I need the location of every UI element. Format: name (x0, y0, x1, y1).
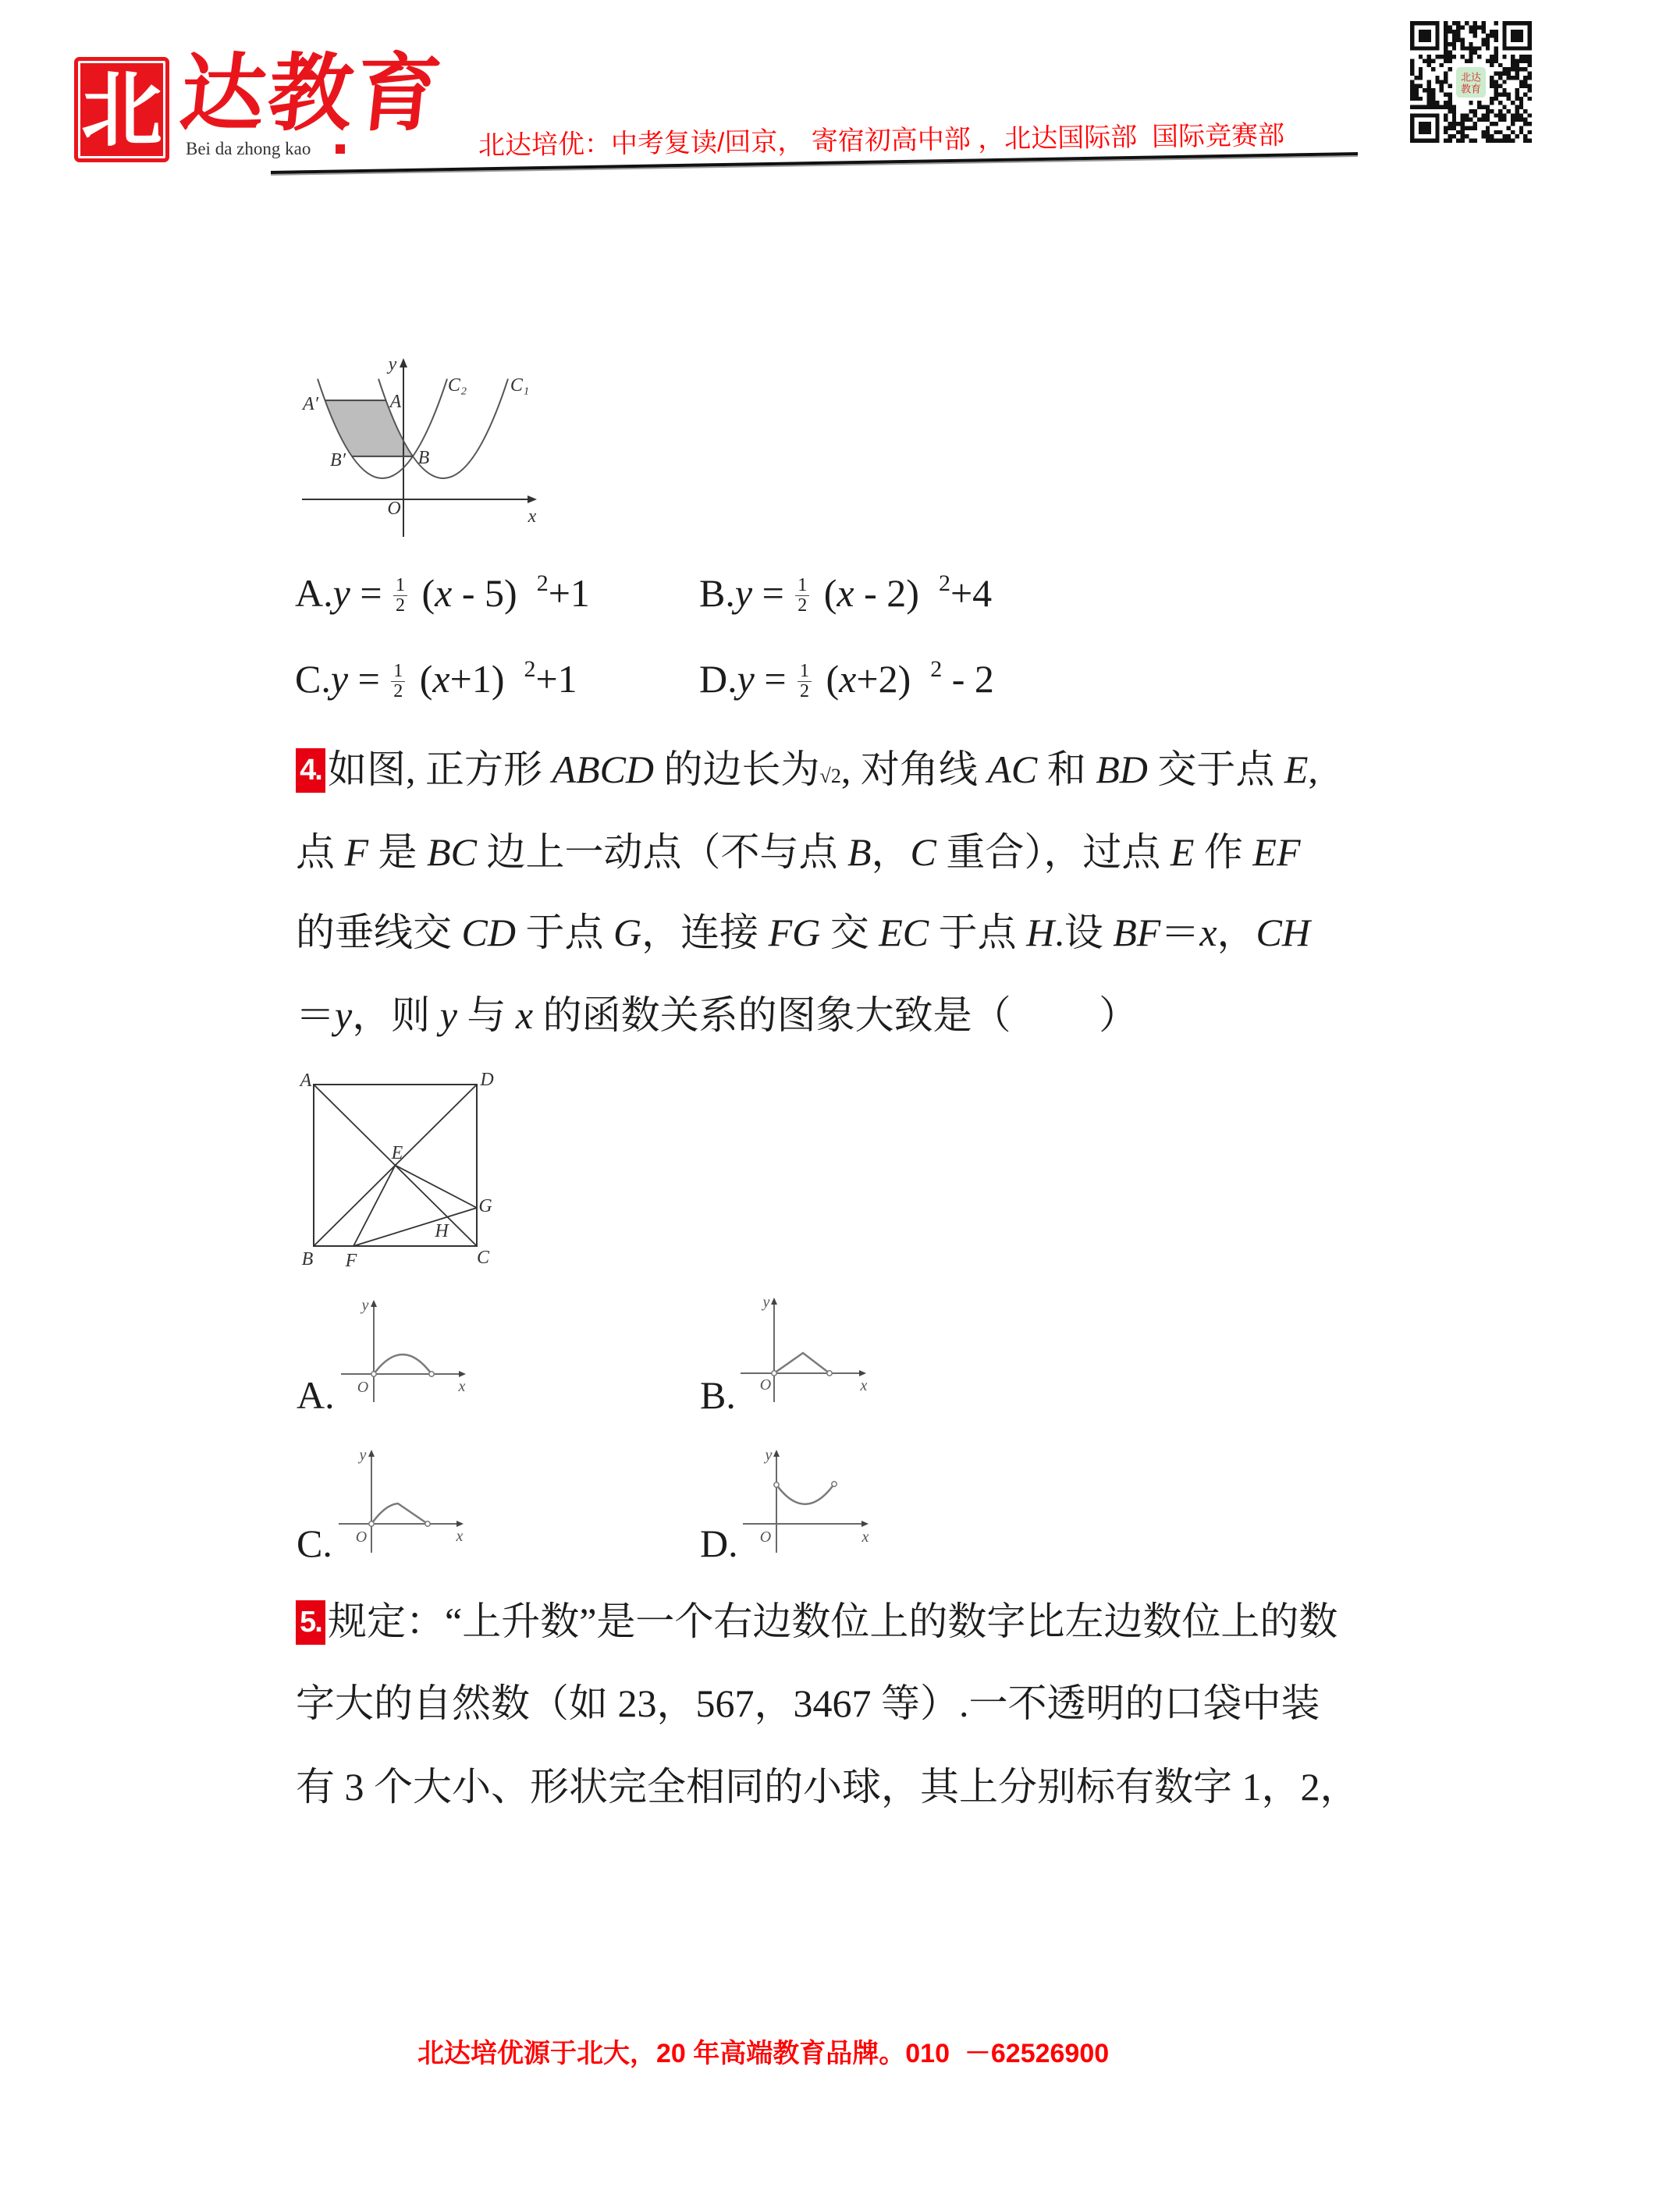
fraction-denominator: 2 (800, 681, 810, 702)
graph-curve (374, 1355, 432, 1374)
choice-d-graph (730, 1442, 886, 1559)
open-endpoint (772, 1371, 776, 1376)
axis-label-origin: O (355, 1529, 368, 1546)
text-segment: +1 (548, 571, 590, 615)
text-segment: ( (814, 571, 837, 615)
question5-line-2 (296, 1680, 1320, 1727)
math-variable: CH (1256, 911, 1311, 954)
math-variable: E (1170, 830, 1195, 874)
math-variable: FG (768, 911, 821, 954)
axis-label-x: x (861, 1529, 869, 1546)
math-variable: y (737, 657, 755, 701)
label-origin: O (387, 499, 401, 519)
text-segment: ( (410, 657, 433, 701)
text-segment: 作 (1194, 830, 1253, 874)
text-segment: .设 (1054, 911, 1114, 954)
x-axis-arrow (861, 1521, 869, 1527)
axis-label-y: y (765, 1447, 773, 1464)
text-segment: ＝ (1160, 911, 1200, 954)
question5-line-3 (296, 1763, 1359, 1810)
segment-ef (353, 1166, 396, 1247)
text-segment: ，连接 (641, 911, 769, 954)
axis-label-origin: O (759, 1376, 772, 1394)
text-segment: 于点 (515, 911, 613, 954)
axis-label-x: x (456, 1528, 464, 1545)
fraction-numerator: 1 (393, 576, 407, 596)
open-endpoint (827, 1371, 832, 1376)
question-number-badge: 5. (296, 1600, 325, 1645)
math-variable: AC (987, 747, 1038, 791)
axis-label-y: y (361, 1297, 369, 1314)
open-endpoint (832, 1482, 837, 1486)
math-variable: H (1026, 911, 1055, 954)
math-variable: x (837, 571, 854, 615)
text-segment: ( (412, 571, 435, 615)
choice-a-graph (327, 1292, 483, 1409)
label-g: G (478, 1196, 492, 1216)
label-a-prime: A′ (303, 394, 318, 414)
label-b: B (417, 448, 430, 468)
fraction (391, 662, 405, 701)
text-segment: 的函数关系的图象大致是（ ） (533, 993, 1139, 1037)
fraction-numerator: 1 (798, 662, 812, 682)
parabola-translation-figure (289, 343, 562, 546)
y-axis-arrow (368, 1450, 375, 1457)
axis-label-x: x (860, 1377, 868, 1394)
text-segment: 和 (1037, 747, 1096, 791)
text-segment: C. (295, 657, 331, 701)
graph-curve (776, 1484, 834, 1504)
open-endpoint (369, 1521, 374, 1526)
text-segment: +4 (950, 571, 993, 615)
x-axis-arrow (459, 1371, 466, 1377)
option-c (295, 655, 577, 702)
qr-finder-top-right (1502, 21, 1532, 51)
label-h: H (435, 1221, 449, 1241)
label-x: x (528, 506, 537, 527)
graph-curve (774, 1353, 830, 1373)
logo-seal (74, 57, 169, 162)
header-tagline: 北达培优：中考复读/回京， 寄宿初高中部 ，北达国际部 国际竞赛部 (478, 120, 1285, 161)
text-segment: +1) (449, 657, 524, 701)
question4-line-3 (296, 909, 1310, 956)
text-segment: = (350, 571, 393, 615)
text-segment: 交于点 (1147, 747, 1284, 791)
label-a: A (300, 1070, 312, 1091)
label-b-prime: B′ (330, 450, 346, 470)
math-variable: BC (427, 830, 477, 874)
text-segment: D. (699, 657, 737, 701)
text-segment: ， (871, 830, 911, 874)
question4-line-4 (296, 992, 1138, 1039)
exponent: 2 (938, 570, 950, 596)
qr-code (1410, 21, 1532, 143)
math-variable: CD (461, 911, 516, 954)
y-axis-arrow (371, 1300, 377, 1307)
axis-label-y: y (359, 1447, 367, 1464)
text-segment: = (754, 657, 797, 701)
fraction-denominator: 2 (798, 595, 808, 616)
question4-line-1 (296, 746, 1318, 793)
axis-label-y: y (762, 1294, 770, 1311)
logo-subtitle: Bei da zhong kao (186, 139, 311, 158)
option-b (699, 570, 992, 616)
math-variable: y (335, 993, 353, 1037)
x-axis-arrow (456, 1521, 464, 1527)
exponent: 2 (930, 656, 943, 682)
x-axis-arrow (859, 1370, 866, 1376)
open-endpoint (425, 1521, 430, 1526)
fraction (795, 576, 809, 616)
math-variable: x (839, 657, 857, 701)
open-endpoint (371, 1372, 376, 1376)
choice-b-label: B. (700, 1373, 736, 1417)
y-axis-arrow (771, 1298, 777, 1305)
text-segment: ， (1217, 911, 1256, 954)
label-e: E (391, 1143, 403, 1163)
math-variable: y (330, 657, 349, 701)
text-segment: 的垂线交 (296, 911, 462, 954)
text-segment: 于点 (929, 911, 1027, 954)
math-variable: B (847, 830, 872, 874)
text-segment: B. (699, 571, 735, 615)
fraction-numerator: 1 (795, 576, 809, 596)
header-rule (265, 148, 1366, 179)
fraction (393, 576, 407, 616)
header-rule-shadow (271, 156, 1358, 175)
text-segment: √2 (819, 765, 841, 787)
text-segment: 边上一动点（不与点 (476, 830, 847, 874)
fraction-numerator: 1 (391, 662, 405, 682)
math-variable: x (432, 657, 450, 701)
question4-line-1-text (328, 747, 1318, 791)
math-variable: y (439, 993, 457, 1037)
text-segment: 重合），过点 (936, 830, 1171, 874)
choice-d-label: D. (700, 1521, 738, 1565)
text-segment: ＝ (296, 993, 335, 1037)
text-segment: 与 (456, 993, 516, 1037)
math-variable: F (344, 830, 369, 874)
segment-eg (396, 1166, 478, 1209)
qr-center-label-2: 教育 (1461, 83, 1481, 96)
math-variable: BF (1113, 911, 1161, 954)
math-variable: y (332, 571, 350, 615)
axis-label-origin: O (759, 1529, 772, 1546)
y-axis-arrow (400, 358, 407, 367)
math-variable: E (1284, 747, 1309, 791)
math-variable: C (910, 830, 936, 874)
math-variable: x (1199, 911, 1217, 954)
fraction (798, 662, 812, 701)
text-segment: +2) (856, 657, 931, 701)
label-b: B (301, 1249, 314, 1269)
question-number-badge: 4. (296, 748, 325, 793)
text-segment: , (1308, 747, 1318, 791)
header-rule-line (271, 154, 1358, 172)
exponent: 2 (536, 570, 549, 596)
x-axis-arrow (528, 495, 537, 503)
open-endpoint (774, 1482, 779, 1487)
open-endpoint (429, 1372, 434, 1376)
question5-line-1 (296, 1598, 1338, 1645)
label-f: F (345, 1251, 357, 1271)
question5-line-1-text (328, 1600, 1338, 1643)
math-variable: x (515, 993, 534, 1037)
text-segment: - 5) (452, 571, 537, 615)
text-segment: , 对角线 (840, 747, 988, 791)
choice-a-label: A. (297, 1373, 335, 1417)
fraction-denominator: 2 (396, 595, 406, 616)
text-segment: 规定：“上升数”是一个右边数位上的数字比左边数位上的数 (328, 1600, 1338, 1643)
math-variable: ABCD (552, 747, 655, 791)
text-segment: 是 (368, 830, 428, 874)
label-c2: C₂ (447, 375, 467, 396)
fraction-denominator: 2 (393, 681, 403, 702)
math-variable: BD (1096, 747, 1148, 791)
math-variable: EC (879, 911, 929, 954)
option-a (295, 570, 590, 616)
math-variable: G (613, 911, 642, 954)
label-a: A (389, 392, 402, 412)
axis-label-x: x (458, 1378, 466, 1395)
label-c1: C₁ (510, 375, 530, 396)
axis-label-origin: O (357, 1379, 369, 1396)
label-d: D (480, 1070, 494, 1090)
square-figure (297, 1069, 515, 1287)
label-y: y (388, 354, 397, 375)
choice-c-graph (325, 1442, 481, 1559)
choice-b-graph (727, 1291, 883, 1408)
text-segment: - 2 (942, 657, 994, 701)
text-segment: ( (816, 657, 840, 701)
text-segment: - 2) (854, 571, 939, 615)
qr-center-label-1: 北达 (1461, 72, 1481, 84)
qr-finder-bottom-left (1410, 113, 1440, 143)
text-segment: +1 (535, 657, 577, 701)
text-segment: 字大的自然数（如 23，567，3467 等）.一不透明的口袋中装 (296, 1681, 1320, 1725)
text-segment: = (752, 571, 794, 615)
y-axis-arrow (773, 1450, 780, 1457)
footer-slogan: 北达培优源于北大，20 年高端教育品牌。010 －62526900 (417, 2039, 1110, 2068)
text-segment: 点 (296, 830, 345, 874)
choice-c-label: C. (297, 1521, 332, 1565)
logo-wordmark: 达教育 (176, 44, 449, 143)
label-c: C (476, 1248, 490, 1268)
text-segment: 交 (820, 911, 879, 954)
text-segment: 如图, 正方形 (328, 747, 552, 791)
option-d (699, 655, 994, 702)
text-segment: A. (295, 571, 333, 615)
text-segment: = (348, 657, 390, 701)
math-variable: y (734, 571, 753, 615)
exponent: 2 (524, 656, 536, 682)
question4-line-2 (296, 829, 1301, 875)
qr-finder-top-left (1410, 21, 1440, 51)
graph-curve (371, 1504, 428, 1524)
math-variable: x (435, 571, 453, 615)
text-segment: ，则 (352, 993, 440, 1037)
math-variable: EF (1252, 830, 1301, 874)
text-segment: 有 3 个大小、形状完全相同的小球，其上分别标有数字 1，2， (296, 1765, 1359, 1809)
text-segment: 的边长为 (654, 747, 820, 791)
logo-seal-char: 北 (80, 61, 162, 158)
